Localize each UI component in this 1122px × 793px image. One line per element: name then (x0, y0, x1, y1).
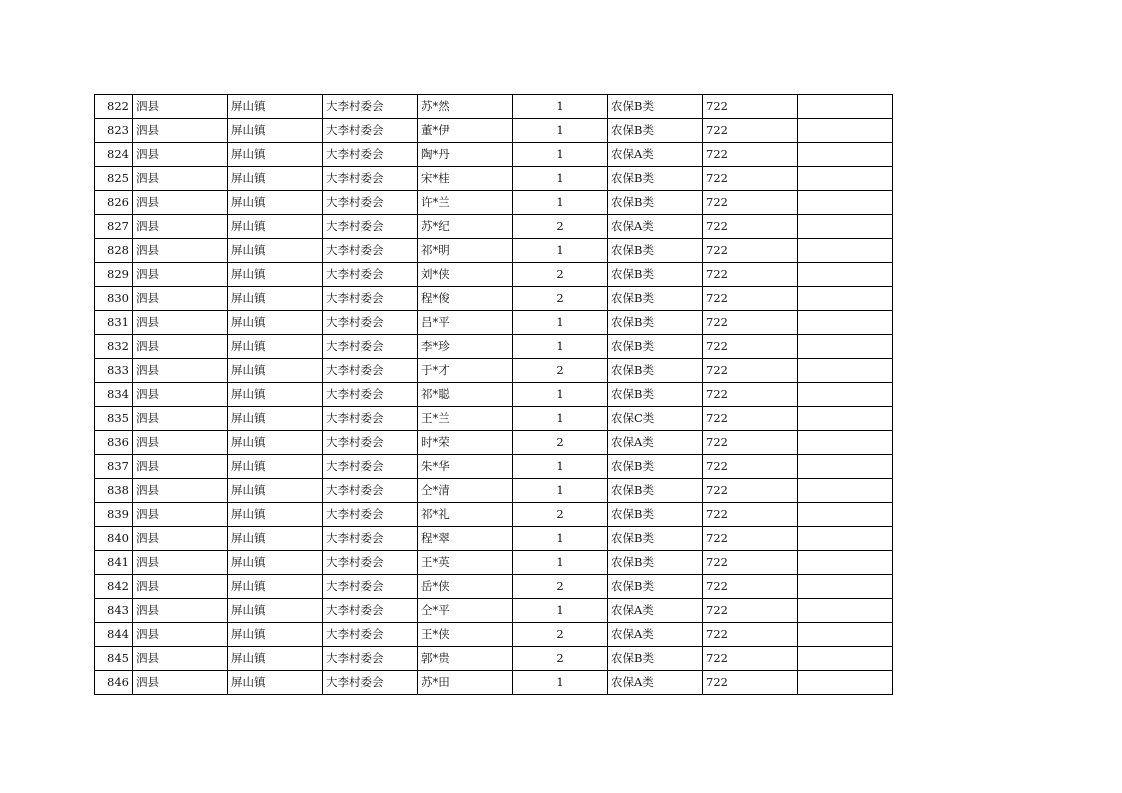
county-cell: 泗县 (133, 263, 228, 287)
amount-cell: 722 (703, 455, 798, 479)
category-cell: 农保B类 (608, 455, 703, 479)
count-cell: 1 (513, 335, 608, 359)
table-row (95, 239, 893, 263)
category-cell: 农保A类 (608, 431, 703, 455)
name-cell: 苏*田 (418, 671, 513, 695)
name-cell: 许*兰 (418, 191, 513, 215)
town-cell: 屏山镇 (228, 95, 323, 119)
note-cell (798, 551, 893, 575)
note-cell (798, 239, 893, 263)
county-cell: 泗县 (133, 479, 228, 503)
row-number-cell: 838 (95, 479, 133, 503)
row-number-cell: 827 (95, 215, 133, 239)
county-cell: 泗县 (133, 407, 228, 431)
name-cell: 仝*平 (418, 599, 513, 623)
table-row (95, 311, 893, 335)
count-cell: 2 (513, 263, 608, 287)
name-cell: 朱*华 (418, 455, 513, 479)
count-cell: 1 (513, 407, 608, 431)
category-cell: 农保B类 (608, 239, 703, 263)
name-cell: 董*伊 (418, 119, 513, 143)
note-cell (798, 143, 893, 167)
row-number-cell: 832 (95, 335, 133, 359)
row-number-cell: 845 (95, 647, 133, 671)
table-row (95, 479, 893, 503)
village-committee-cell: 大李村委会 (323, 335, 418, 359)
town-cell: 屏山镇 (228, 527, 323, 551)
name-cell: 王*侠 (418, 623, 513, 647)
note-cell (798, 527, 893, 551)
category-cell: 农保B类 (608, 95, 703, 119)
table-row (95, 167, 893, 191)
note-cell (798, 623, 893, 647)
category-cell: 农保B类 (608, 191, 703, 215)
category-cell: 农保B类 (608, 503, 703, 527)
note-cell (798, 455, 893, 479)
name-cell: 刘*侠 (418, 263, 513, 287)
count-cell: 2 (513, 215, 608, 239)
table-row (95, 215, 893, 239)
category-cell: 农保B类 (608, 287, 703, 311)
village-committee-cell: 大李村委会 (323, 119, 418, 143)
row-number-cell: 844 (95, 623, 133, 647)
amount-cell: 722 (703, 431, 798, 455)
town-cell: 屏山镇 (228, 287, 323, 311)
amount-cell: 722 (703, 479, 798, 503)
category-cell: 农保B类 (608, 647, 703, 671)
row-number-cell: 822 (95, 95, 133, 119)
count-cell: 2 (513, 623, 608, 647)
village-committee-cell: 大李村委会 (323, 527, 418, 551)
village-committee-cell: 大李村委会 (323, 95, 418, 119)
county-cell: 泗县 (133, 455, 228, 479)
row-number-cell: 831 (95, 311, 133, 335)
row-number-cell: 828 (95, 239, 133, 263)
amount-cell: 722 (703, 263, 798, 287)
category-cell: 农保B类 (608, 263, 703, 287)
table-row (95, 551, 893, 575)
note-cell (798, 575, 893, 599)
table-row (95, 263, 893, 287)
table-row (95, 503, 893, 527)
table-row (95, 119, 893, 143)
note-cell (798, 407, 893, 431)
village-committee-cell: 大李村委会 (323, 191, 418, 215)
name-cell: 祁*明 (418, 239, 513, 263)
amount-cell: 722 (703, 551, 798, 575)
note-cell (798, 287, 893, 311)
village-committee-cell: 大李村委会 (323, 599, 418, 623)
category-cell: 农保B类 (608, 527, 703, 551)
county-cell: 泗县 (133, 239, 228, 263)
table-row (95, 143, 893, 167)
county-cell: 泗县 (133, 527, 228, 551)
note-cell (798, 119, 893, 143)
town-cell: 屏山镇 (228, 143, 323, 167)
category-cell: 农保C类 (608, 407, 703, 431)
name-cell: 祁*聪 (418, 383, 513, 407)
name-cell: 苏*纪 (418, 215, 513, 239)
table-row (95, 431, 893, 455)
count-cell: 2 (513, 431, 608, 455)
name-cell: 于*才 (418, 359, 513, 383)
count-cell: 1 (513, 95, 608, 119)
category-cell: 农保B类 (608, 335, 703, 359)
category-cell: 农保B类 (608, 551, 703, 575)
count-cell: 1 (513, 527, 608, 551)
village-committee-cell: 大李村委会 (323, 575, 418, 599)
count-cell: 2 (513, 647, 608, 671)
table-row (95, 455, 893, 479)
amount-cell: 722 (703, 623, 798, 647)
amount-cell: 722 (703, 647, 798, 671)
village-committee-cell: 大李村委会 (323, 479, 418, 503)
note-cell (798, 359, 893, 383)
county-cell: 泗县 (133, 119, 228, 143)
row-number-cell: 843 (95, 599, 133, 623)
count-cell: 2 (513, 575, 608, 599)
county-cell: 泗县 (133, 647, 228, 671)
county-cell: 泗县 (133, 599, 228, 623)
note-cell (798, 191, 893, 215)
row-number-cell: 839 (95, 503, 133, 527)
amount-cell: 722 (703, 383, 798, 407)
category-cell: 农保A类 (608, 623, 703, 647)
table-row (95, 623, 893, 647)
name-cell: 李*珍 (418, 335, 513, 359)
amount-cell: 722 (703, 191, 798, 215)
amount-cell: 722 (703, 215, 798, 239)
county-cell: 泗县 (133, 287, 228, 311)
row-number-cell: 826 (95, 191, 133, 215)
name-cell: 王*兰 (418, 407, 513, 431)
name-cell: 程*俊 (418, 287, 513, 311)
note-cell (798, 383, 893, 407)
village-committee-cell: 大李村委会 (323, 647, 418, 671)
category-cell: 农保B类 (608, 479, 703, 503)
county-cell: 泗县 (133, 143, 228, 167)
note-cell (798, 479, 893, 503)
amount-cell: 722 (703, 671, 798, 695)
town-cell: 屏山镇 (228, 215, 323, 239)
note-cell (798, 599, 893, 623)
table-row (95, 599, 893, 623)
count-cell: 2 (513, 359, 608, 383)
county-cell: 泗县 (133, 311, 228, 335)
row-number-cell: 834 (95, 383, 133, 407)
row-number-cell: 837 (95, 455, 133, 479)
note-cell (798, 215, 893, 239)
county-cell: 泗县 (133, 431, 228, 455)
town-cell: 屏山镇 (228, 407, 323, 431)
town-cell: 屏山镇 (228, 575, 323, 599)
name-cell: 吕*平 (418, 311, 513, 335)
count-cell: 1 (513, 191, 608, 215)
village-committee-cell: 大李村委会 (323, 239, 418, 263)
county-cell: 泗县 (133, 359, 228, 383)
county-cell: 泗县 (133, 215, 228, 239)
amount-cell: 722 (703, 287, 798, 311)
table-row (95, 647, 893, 671)
town-cell: 屏山镇 (228, 239, 323, 263)
amount-cell: 722 (703, 167, 798, 191)
village-committee-cell: 大李村委会 (323, 215, 418, 239)
county-cell: 泗县 (133, 671, 228, 695)
town-cell: 屏山镇 (228, 119, 323, 143)
note-cell (798, 263, 893, 287)
amount-cell: 722 (703, 407, 798, 431)
data-table (94, 94, 893, 695)
town-cell: 屏山镇 (228, 359, 323, 383)
count-cell: 2 (513, 287, 608, 311)
count-cell: 1 (513, 143, 608, 167)
table-row (95, 191, 893, 215)
town-cell: 屏山镇 (228, 671, 323, 695)
count-cell: 1 (513, 455, 608, 479)
amount-cell: 722 (703, 335, 798, 359)
row-number-cell: 830 (95, 287, 133, 311)
village-committee-cell: 大李村委会 (323, 407, 418, 431)
town-cell: 屏山镇 (228, 311, 323, 335)
amount-cell: 722 (703, 599, 798, 623)
village-committee-cell: 大李村委会 (323, 143, 418, 167)
name-cell: 陶*丹 (418, 143, 513, 167)
note-cell (798, 335, 893, 359)
town-cell: 屏山镇 (228, 383, 323, 407)
town-cell: 屏山镇 (228, 623, 323, 647)
table-row (95, 95, 893, 119)
county-cell: 泗县 (133, 191, 228, 215)
village-committee-cell: 大李村委会 (323, 623, 418, 647)
table-row (95, 575, 893, 599)
category-cell: 农保B类 (608, 311, 703, 335)
count-cell: 1 (513, 479, 608, 503)
count-cell: 1 (513, 551, 608, 575)
row-number-cell: 841 (95, 551, 133, 575)
count-cell: 1 (513, 119, 608, 143)
note-cell (798, 503, 893, 527)
count-cell: 1 (513, 599, 608, 623)
table-body (95, 95, 893, 695)
amount-cell: 722 (703, 143, 798, 167)
name-cell: 时*荣 (418, 431, 513, 455)
village-committee-cell: 大李村委会 (323, 263, 418, 287)
count-cell: 1 (513, 239, 608, 263)
row-number-cell: 840 (95, 527, 133, 551)
town-cell: 屏山镇 (228, 335, 323, 359)
category-cell: 农保B类 (608, 383, 703, 407)
name-cell: 宋*桂 (418, 167, 513, 191)
amount-cell: 722 (703, 119, 798, 143)
table-row (95, 335, 893, 359)
count-cell: 1 (513, 311, 608, 335)
table-row (95, 383, 893, 407)
county-cell: 泗县 (133, 551, 228, 575)
table-row (95, 407, 893, 431)
village-committee-cell: 大李村委会 (323, 287, 418, 311)
category-cell: 农保A类 (608, 599, 703, 623)
row-number-cell: 823 (95, 119, 133, 143)
category-cell: 农保A类 (608, 671, 703, 695)
name-cell: 岳*侠 (418, 575, 513, 599)
county-cell: 泗县 (133, 503, 228, 527)
name-cell: 王*英 (418, 551, 513, 575)
table-row (95, 527, 893, 551)
category-cell: 农保B类 (608, 575, 703, 599)
county-cell: 泗县 (133, 335, 228, 359)
village-committee-cell: 大李村委会 (323, 671, 418, 695)
category-cell: 农保B类 (608, 119, 703, 143)
town-cell: 屏山镇 (228, 503, 323, 527)
name-cell: 仝*清 (418, 479, 513, 503)
amount-cell: 722 (703, 527, 798, 551)
amount-cell: 722 (703, 359, 798, 383)
row-number-cell: 824 (95, 143, 133, 167)
town-cell: 屏山镇 (228, 431, 323, 455)
town-cell: 屏山镇 (228, 455, 323, 479)
category-cell: 农保A类 (608, 143, 703, 167)
village-committee-cell: 大李村委会 (323, 455, 418, 479)
row-number-cell: 829 (95, 263, 133, 287)
note-cell (798, 431, 893, 455)
table-row (95, 671, 893, 695)
village-committee-cell: 大李村委会 (323, 431, 418, 455)
village-committee-cell: 大李村委会 (323, 167, 418, 191)
row-number-cell: 825 (95, 167, 133, 191)
name-cell: 程*翠 (418, 527, 513, 551)
count-cell: 1 (513, 167, 608, 191)
village-committee-cell: 大李村委会 (323, 311, 418, 335)
category-cell: 农保B类 (608, 359, 703, 383)
village-committee-cell: 大李村委会 (323, 551, 418, 575)
name-cell: 祁*礼 (418, 503, 513, 527)
table-row (95, 287, 893, 311)
table-row (95, 359, 893, 383)
town-cell: 屏山镇 (228, 599, 323, 623)
note-cell (798, 671, 893, 695)
county-cell: 泗县 (133, 95, 228, 119)
name-cell: 苏*然 (418, 95, 513, 119)
county-cell: 泗县 (133, 623, 228, 647)
count-cell: 2 (513, 503, 608, 527)
count-cell: 1 (513, 671, 608, 695)
county-cell: 泗县 (133, 167, 228, 191)
row-number-cell: 836 (95, 431, 133, 455)
town-cell: 屏山镇 (228, 263, 323, 287)
village-committee-cell: 大李村委会 (323, 359, 418, 383)
note-cell (798, 311, 893, 335)
row-number-cell: 846 (95, 671, 133, 695)
town-cell: 屏山镇 (228, 191, 323, 215)
category-cell: 农保B类 (608, 167, 703, 191)
county-cell: 泗县 (133, 575, 228, 599)
amount-cell: 722 (703, 239, 798, 263)
village-committee-cell: 大李村委会 (323, 383, 418, 407)
amount-cell: 722 (703, 95, 798, 119)
note-cell (798, 95, 893, 119)
category-cell: 农保A类 (608, 215, 703, 239)
amount-cell: 722 (703, 311, 798, 335)
note-cell (798, 167, 893, 191)
village-committee-cell: 大李村委会 (323, 503, 418, 527)
row-number-cell: 835 (95, 407, 133, 431)
amount-cell: 722 (703, 575, 798, 599)
town-cell: 屏山镇 (228, 647, 323, 671)
town-cell: 屏山镇 (228, 167, 323, 191)
note-cell (798, 647, 893, 671)
name-cell: 郭*贵 (418, 647, 513, 671)
count-cell: 1 (513, 383, 608, 407)
town-cell: 屏山镇 (228, 479, 323, 503)
row-number-cell: 842 (95, 575, 133, 599)
amount-cell: 722 (703, 503, 798, 527)
town-cell: 屏山镇 (228, 551, 323, 575)
row-number-cell: 833 (95, 359, 133, 383)
county-cell: 泗县 (133, 383, 228, 407)
